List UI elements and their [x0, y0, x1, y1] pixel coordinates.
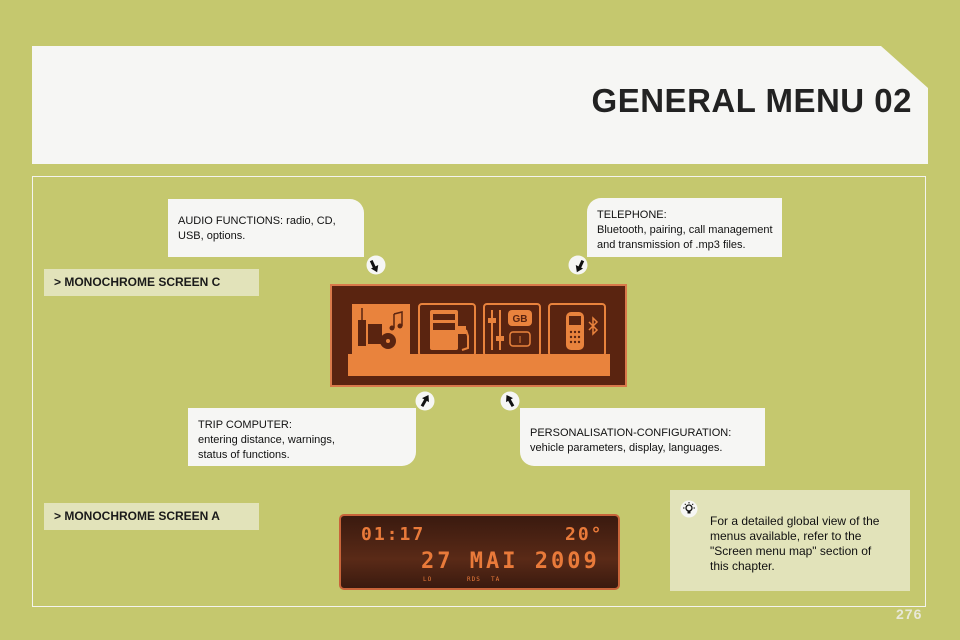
arrow-down-right-icon	[366, 255, 386, 275]
indicator-ta: TA	[491, 576, 501, 583]
callout-line: TRIP COMPUTER:	[198, 419, 292, 431]
callout-line: TELEPHONE:	[597, 209, 667, 221]
callout-line: AUDIO FUNCTIONS: radio, CD,	[178, 215, 336, 227]
screen-c-menu-graphic	[332, 286, 625, 385]
callout-personalisation	[520, 408, 765, 466]
tip-line: this chapter.	[710, 559, 775, 573]
callout-audio-functions	[168, 199, 364, 257]
callout-line: USB, options.	[178, 230, 246, 242]
callout-trip-computer	[188, 408, 416, 466]
page-number: 276	[896, 606, 923, 622]
display-temperature: 20°	[565, 524, 604, 545]
settings-icon	[484, 304, 540, 356]
callout-line: status of functions.	[198, 449, 290, 461]
i-label: I	[518, 335, 522, 346]
telephone-bluetooth-icon	[549, 304, 605, 356]
tip-line: menus available, refer to the	[710, 529, 862, 543]
callout-line: and transmission of .mp3 files.	[597, 239, 746, 251]
tip-line: For a detailed global view of the	[710, 514, 880, 528]
arrow-down-left-icon	[568, 255, 588, 275]
callout-line: PERSONALISATION-CONFIGURATION:	[530, 427, 732, 439]
callout-line: Bluetooth, pairing, call management	[597, 224, 773, 236]
tip-box	[670, 490, 910, 591]
section-monochrome-screen-a: > MONOCHROME SCREEN A	[44, 503, 259, 530]
trip-computer-icon	[419, 304, 475, 356]
callout-telephone	[587, 198, 782, 257]
arrow-up-right-icon	[415, 391, 435, 411]
section-monochrome-screen-c: > MONOCHROME SCREEN C	[44, 269, 259, 296]
page-title: GENERAL MENU 02	[591, 82, 912, 119]
indicator-lo: LO	[423, 576, 433, 583]
gb-label: GB	[512, 314, 528, 325]
arrow-up-left-icon	[500, 391, 520, 411]
monochrome-screen-c-display	[330, 284, 627, 387]
indicator-rds: RDS	[467, 576, 481, 583]
monochrome-screen-a-display	[339, 514, 620, 590]
display-time: 01:17	[361, 524, 426, 545]
tip-text	[710, 514, 905, 574]
callout-line: entering distance, warnings,	[198, 434, 335, 446]
audio-icon	[352, 304, 410, 356]
lightbulb-icon	[680, 500, 698, 518]
tip-line: "Screen menu map" section of	[710, 544, 872, 558]
menu-tray	[348, 354, 610, 376]
callout-line: vehicle parameters, display, languages.	[530, 442, 723, 454]
display-date: 27 MAI 2009	[421, 549, 600, 574]
